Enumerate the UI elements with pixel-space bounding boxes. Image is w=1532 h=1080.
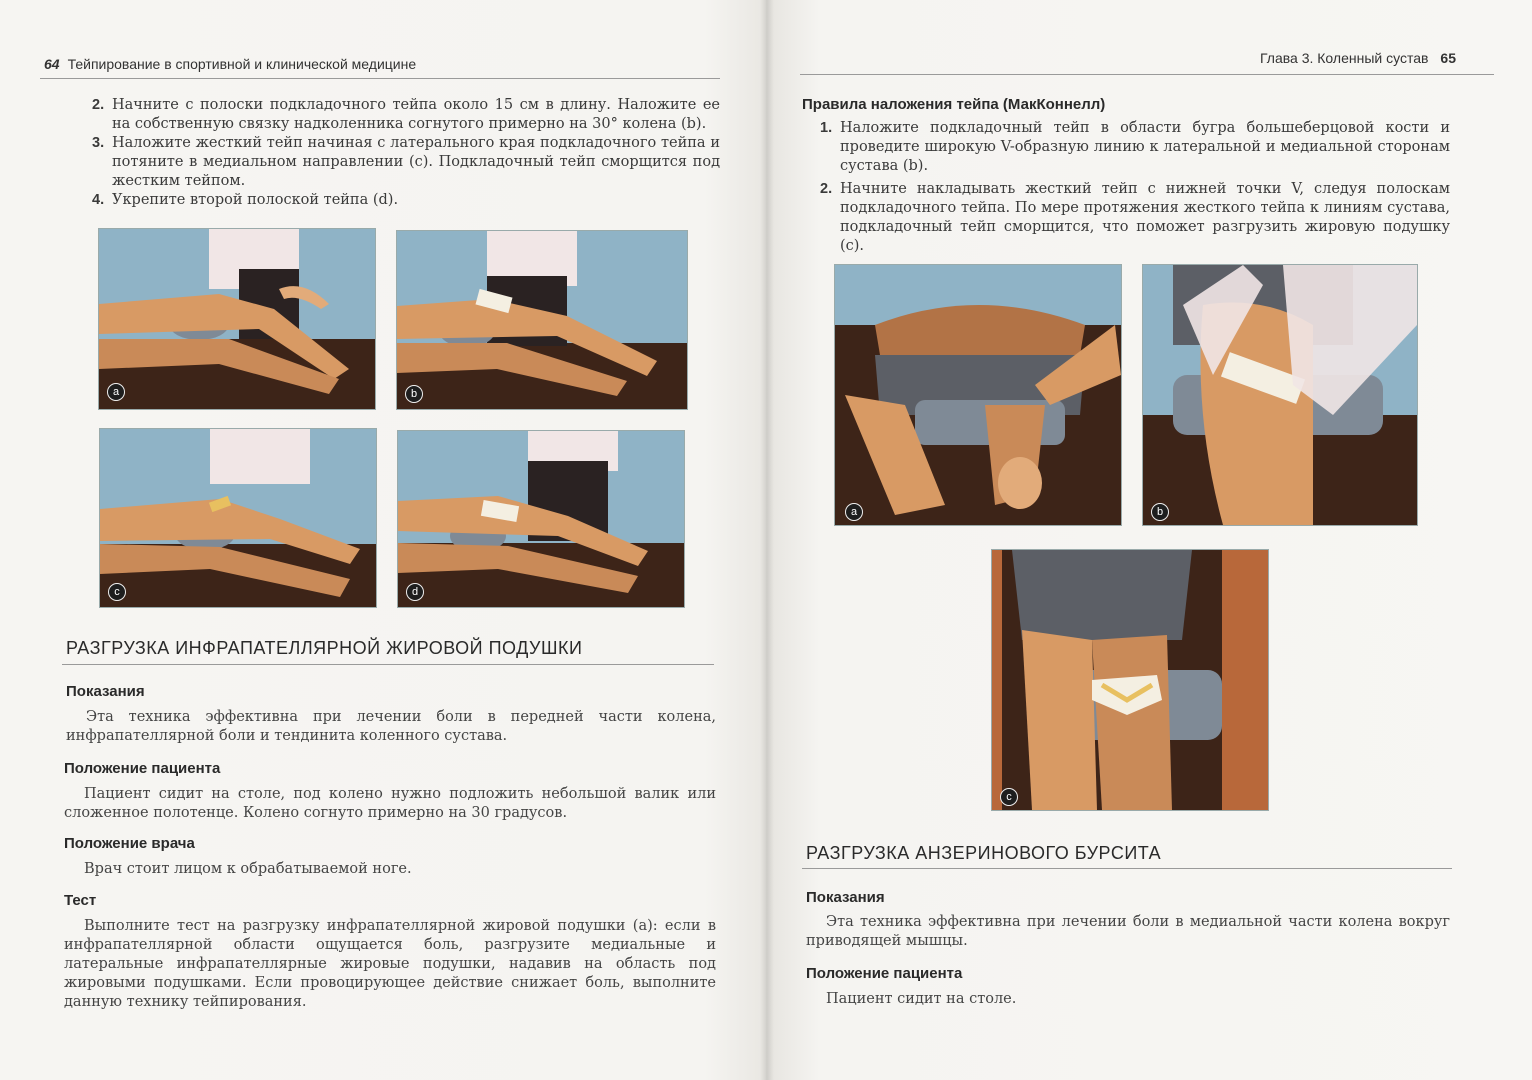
step-text: Наложите жесткий тейп начиная с латерального края подкладочного тейпа и потяните в медиальном направлении (c). Подкладочный тейп сморщится под жестким тейпом.: [112, 135, 720, 189]
step-number: 3.: [92, 135, 105, 151]
right-page-number: 65: [1440, 50, 1456, 66]
step-text: Начните накладывать жесткий тейп с нижней точки V, следуя полоскам подкладочного тейпа. По мере протяжения жесткого тейпа к линиям сустава, подкладочный тейп сморщится, что поможет разгрузить жировую подушку (c).: [840, 181, 1450, 254]
photo-label: c: [1000, 788, 1018, 806]
left-section-title: РАЗГРУЗКА ИНФРАПАТЕЛЛЯРНОЙ ЖИРОВОЙ ПОДУШКИ: [66, 638, 583, 658]
photo-label: d: [406, 583, 424, 601]
right-section-title: РАЗГРУЗКА АНЗЕРИНОВОГО БУРСИТА: [806, 843, 1162, 863]
photo-right-a: [834, 264, 1122, 526]
left-running-title: Тейпирование в спортивной и клинической медицине: [67, 56, 417, 72]
para-right-indications: Эта техника эффективна при лечении боли в медиальной части колена вокруг приводящей мышцы.: [806, 914, 1450, 949]
para-doctor-position: Врач стоит лицом к обрабатываемой ноге.: [84, 861, 412, 877]
left-step-3: [92, 134, 720, 191]
photo-label: b: [1151, 503, 1169, 521]
para-test: Выполните тест на разгрузку инфрапателлярной жировой подушки (a): если в инфрапателлярной области ощущается боль, разгрузите медиальные и латеральные инфрапателлярные жировые подушки, надавив на область под жировыми подушками. Если провоцирующее действие снижает боль, выполните данную технику тейпирования.: [64, 918, 716, 1010]
photo-left-c: [99, 428, 377, 608]
step-text: Начните с полоски подкладочного тейпа около 15 см в длину. Наложите ее на собственную связку надколенника согнутого примерно на 30° колена (b).: [112, 97, 720, 132]
step-number: 1.: [820, 120, 833, 136]
step-text: Наложите подкладочный тейп в области бугра большеберцовой кости и проведите широкую V-образную линию к латеральной и медиальной сторонам сустава (b).: [840, 120, 1450, 174]
step-number: 2.: [92, 97, 105, 113]
para-patient-position: Пациент сидит на столе, под колено нужно подложить небольшой валик или сложенное полотенце. Колено согнуто примерно на 30 градусов.: [64, 786, 716, 821]
subhead-right-patient-position: Положение пациента: [806, 965, 963, 982]
subhead-test: Тест: [64, 892, 97, 909]
right-running-title: Глава 3. Коленный сустав: [1260, 50, 1429, 66]
left-page-number: 64: [44, 56, 60, 72]
subhead-doctor-position: Положение врача: [64, 835, 195, 852]
photo-left-a: [98, 228, 376, 410]
right-section-rule: [802, 868, 1452, 869]
right-step-2: [820, 180, 1450, 256]
photo-label: c: [108, 583, 126, 601]
photo-label: a: [845, 503, 863, 521]
para-indications: Эта техника эффективна при лечении боли в передней части колена, инфрапателлярной боли и тендинита коленного сустава.: [66, 709, 716, 744]
photo-label: b: [405, 385, 423, 403]
para-right-patient-position: Пациент сидит на столе.: [826, 991, 1017, 1007]
photo-right-c: [991, 549, 1269, 811]
right-running-head: [1260, 50, 1456, 66]
left-header-rule: [40, 78, 720, 79]
photo-label: a: [107, 383, 125, 401]
left-step-2: [92, 96, 720, 134]
step-number: 2.: [820, 181, 833, 197]
subhead-right-indications: Показания: [806, 889, 885, 906]
step-text: Укрепите второй полоской тейпа (d).: [112, 192, 399, 208]
rules-heading: Правила наложения тейпа (МакКоннелл): [802, 96, 1106, 113]
left-section-rule: [62, 664, 714, 665]
right-page: [766, 0, 1532, 1080]
step-number: 4.: [92, 192, 105, 208]
right-header-rule: [800, 74, 1494, 75]
left-step-4: [92, 191, 720, 210]
subhead-patient-position: Положение пациента: [64, 760, 221, 777]
right-step-1: [820, 119, 1450, 176]
photo-left-d: [397, 430, 685, 608]
subhead-indications: Показания: [66, 683, 145, 700]
photo-right-b: [1142, 264, 1418, 526]
photo-left-b: [396, 230, 688, 410]
left-running-head: [44, 56, 416, 72]
book-gutter: [760, 0, 774, 1080]
